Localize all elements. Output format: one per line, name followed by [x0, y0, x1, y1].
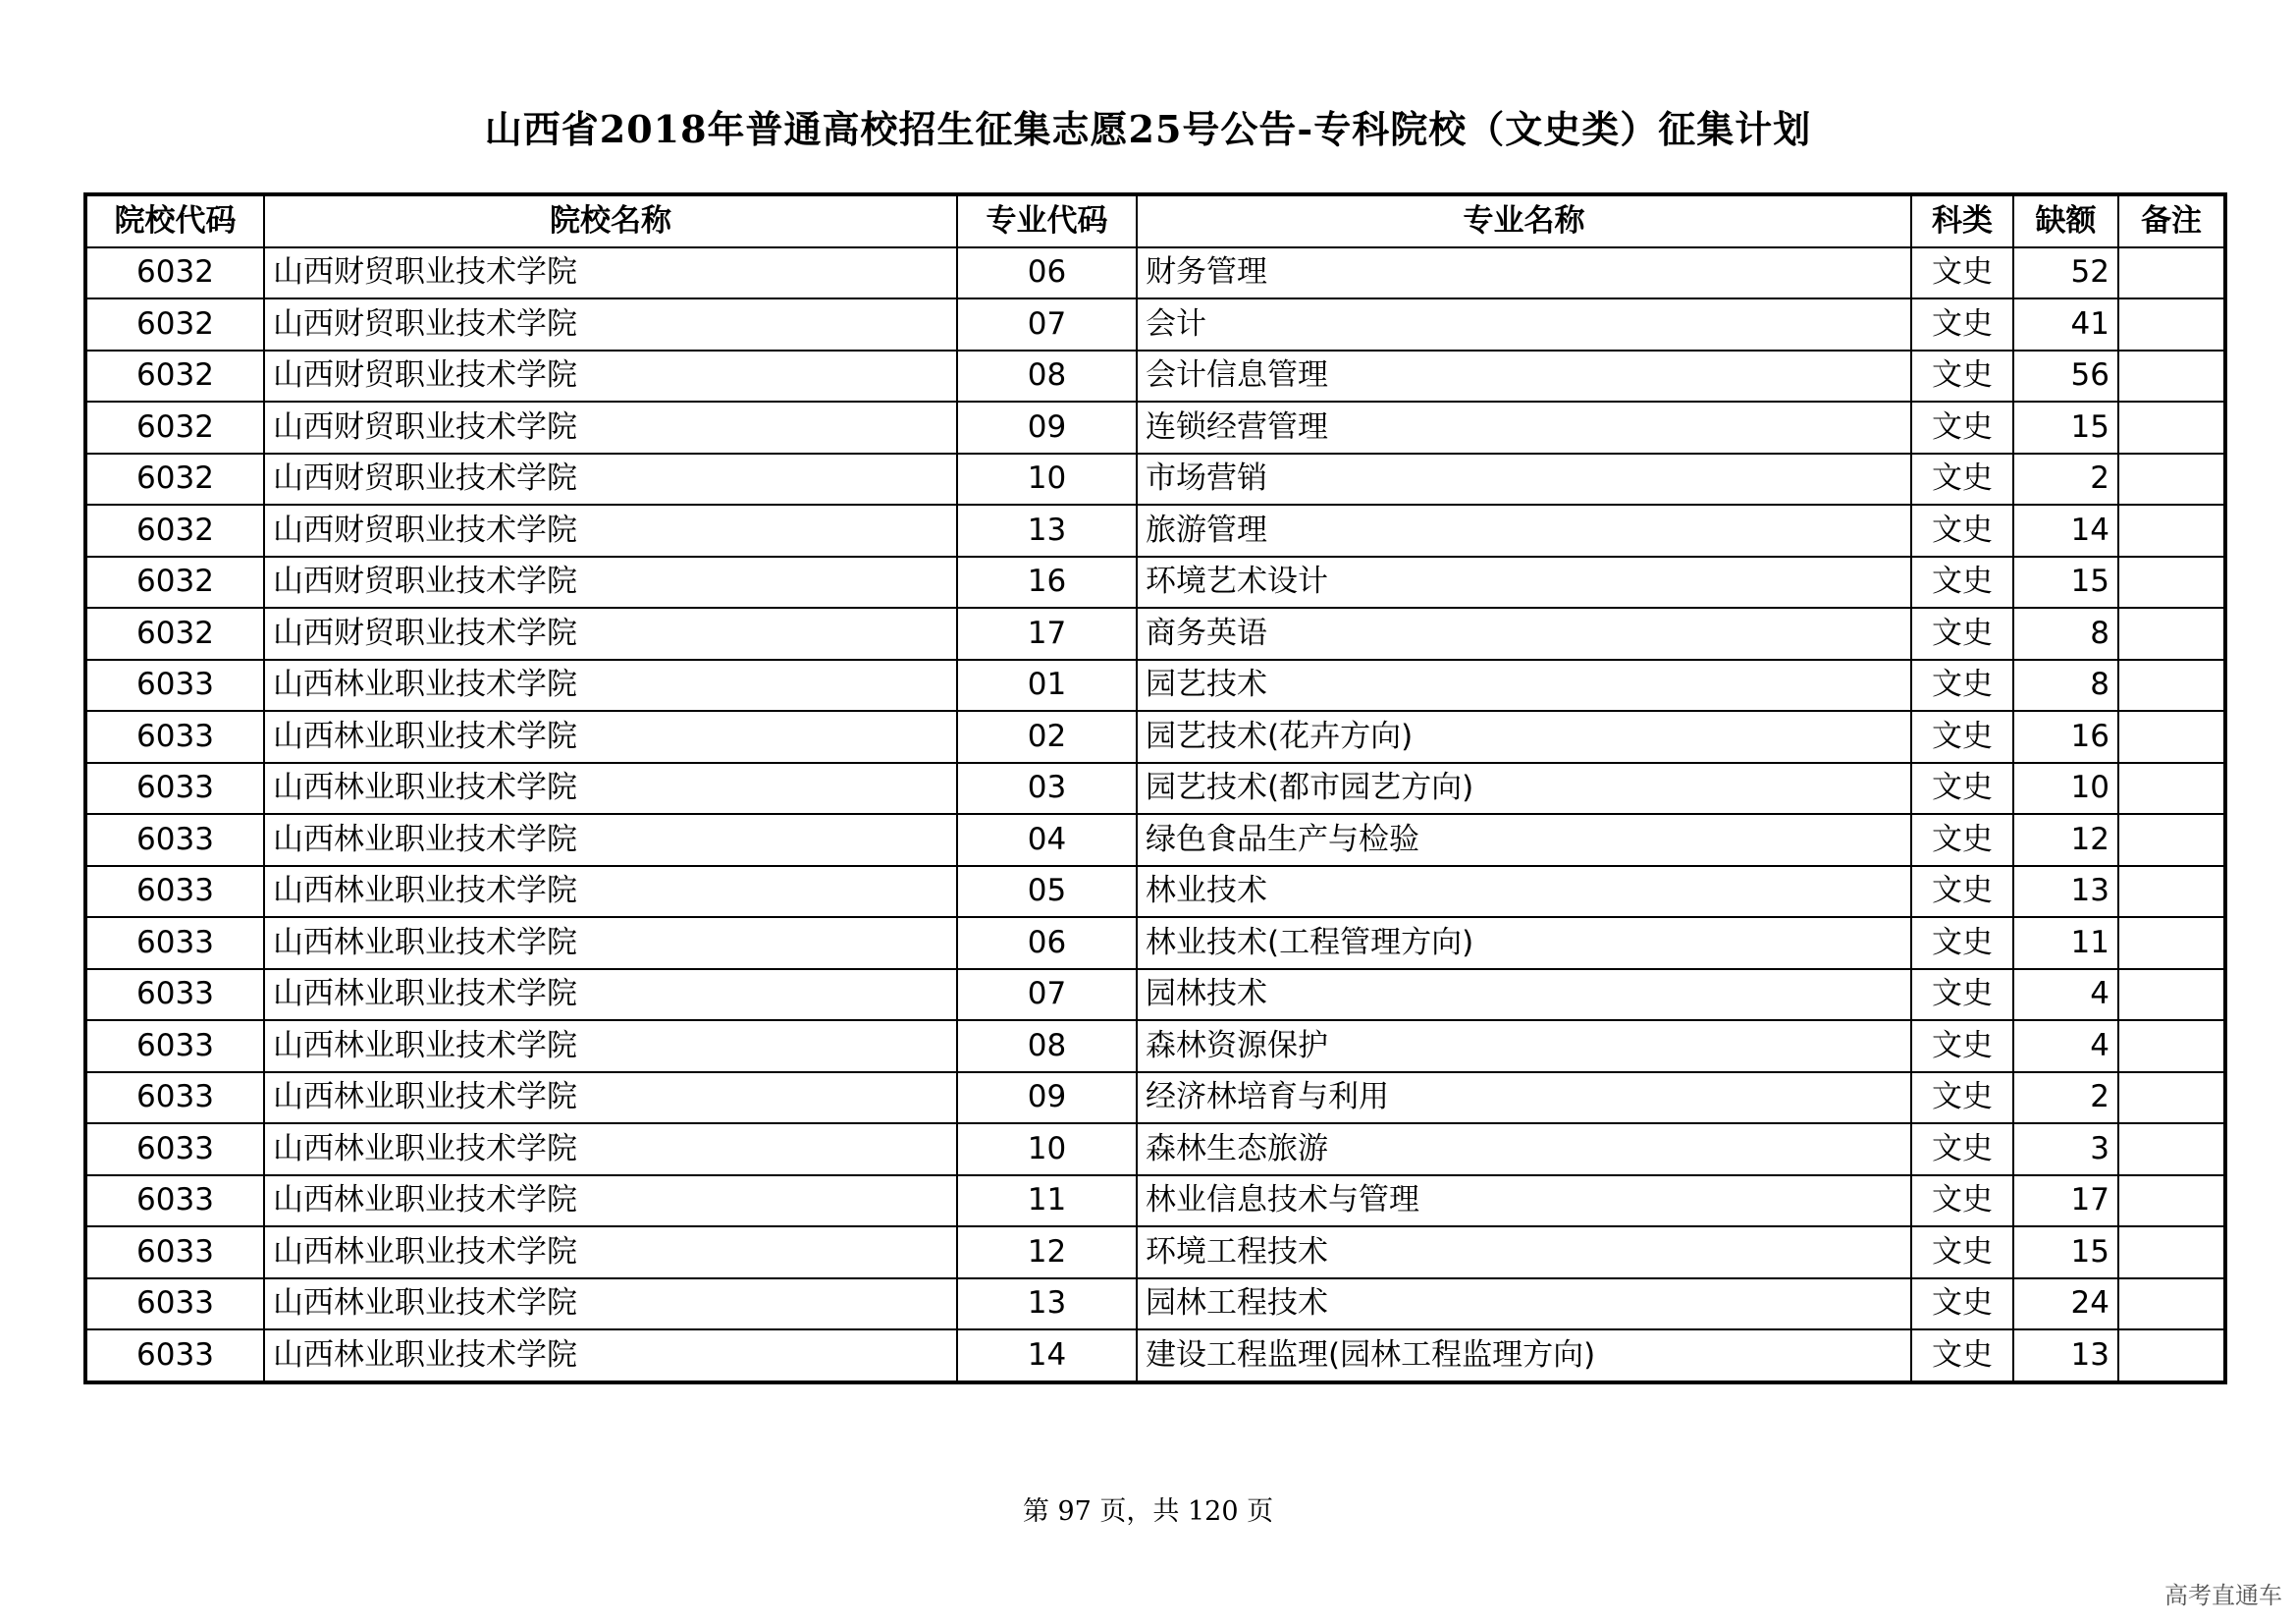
major-name-cell: 园艺技术(花卉方向) [1137, 711, 1911, 763]
remarks-cell [2118, 608, 2225, 660]
school-code-cell: 6033 [85, 711, 264, 763]
school-code-cell: 6033 [85, 969, 264, 1021]
major-code-cell: 14 [957, 1329, 1137, 1382]
school-name-cell: 山西林业职业技术学院 [264, 1123, 957, 1175]
remarks-cell [2118, 969, 2225, 1021]
category-cell: 文史 [1911, 660, 2013, 712]
remarks-cell [2118, 814, 2225, 866]
major-code-cell: 16 [957, 557, 1137, 609]
major-name-cell: 连锁经营管理 [1137, 402, 1911, 454]
remarks-cell [2118, 247, 2225, 299]
category-cell: 文史 [1911, 711, 2013, 763]
table-row [85, 1329, 2225, 1382]
table-row [85, 1226, 2225, 1278]
vacancy-cell: 10 [2013, 763, 2118, 815]
major-code-cell: 08 [957, 351, 1137, 403]
major-name-cell: 会计信息管理 [1137, 351, 1911, 403]
vacancy-cell: 2 [2013, 1072, 2118, 1124]
major-name-cell: 林业信息技术与管理 [1137, 1175, 1911, 1227]
vacancy-cell: 17 [2013, 1175, 2118, 1227]
major-code-cell: 06 [957, 917, 1137, 969]
vacancy-cell: 13 [2013, 1329, 2118, 1382]
table-body [85, 247, 2225, 1382]
vacancy-cell: 14 [2013, 505, 2118, 557]
table-row [85, 917, 2225, 969]
column-header-major-name: 专业名称 [1137, 194, 1911, 247]
category-cell: 文史 [1911, 969, 2013, 1021]
category-cell: 文史 [1911, 1175, 2013, 1227]
school-code-cell: 6032 [85, 247, 264, 299]
school-name-cell: 山西林业职业技术学院 [264, 1020, 957, 1072]
major-name-cell: 园艺技术 [1137, 660, 1911, 712]
column-header-remarks: 备注 [2118, 194, 2225, 247]
school-name-cell: 山西财贸职业技术学院 [264, 298, 957, 351]
category-cell: 文史 [1911, 247, 2013, 299]
vacancy-cell: 41 [2013, 298, 2118, 351]
vacancy-cell: 15 [2013, 557, 2118, 609]
major-name-cell: 园林技术 [1137, 969, 1911, 1021]
school-name-cell: 山西林业职业技术学院 [264, 1278, 957, 1330]
remarks-cell [2118, 1123, 2225, 1175]
table-row [85, 1072, 2225, 1124]
major-name-cell: 环境工程技术 [1137, 1226, 1911, 1278]
school-code-cell: 6033 [85, 1020, 264, 1072]
remarks-cell [2118, 1226, 2225, 1278]
major-name-cell: 商务英语 [1137, 608, 1911, 660]
school-name-cell: 山西财贸职业技术学院 [264, 557, 957, 609]
vacancy-cell: 8 [2013, 660, 2118, 712]
table-row [85, 1123, 2225, 1175]
table-row [85, 763, 2225, 815]
category-cell: 文史 [1911, 1123, 2013, 1175]
table-row [85, 1020, 2225, 1072]
school-code-cell: 6033 [85, 917, 264, 969]
school-code-cell: 6033 [85, 866, 264, 918]
school-name-cell: 山西财贸职业技术学院 [264, 505, 957, 557]
major-code-cell: 09 [957, 402, 1137, 454]
table-row [85, 1175, 2225, 1227]
major-code-cell: 09 [957, 1072, 1137, 1124]
category-cell: 文史 [1911, 1226, 2013, 1278]
category-cell: 文史 [1911, 917, 2013, 969]
column-header-major-code: 专业代码 [957, 194, 1137, 247]
school-name-cell: 山西林业职业技术学院 [264, 917, 957, 969]
major-code-cell: 10 [957, 1123, 1137, 1175]
major-name-cell: 林业技术(工程管理方向) [1137, 917, 1911, 969]
vacancy-cell: 3 [2013, 1123, 2118, 1175]
table-row [85, 298, 2225, 351]
school-code-cell: 6032 [85, 351, 264, 403]
category-cell: 文史 [1911, 454, 2013, 506]
column-header-school-name: 院校名称 [264, 194, 957, 247]
category-cell: 文史 [1911, 866, 2013, 918]
remarks-cell [2118, 1020, 2225, 1072]
major-name-cell: 建设工程监理(园林工程监理方向) [1137, 1329, 1911, 1382]
category-cell: 文史 [1911, 608, 2013, 660]
column-header-vacancy: 缺额 [2013, 194, 2118, 247]
remarks-cell [2118, 402, 2225, 454]
vacancy-cell: 11 [2013, 917, 2118, 969]
table-row [85, 402, 2225, 454]
vacancy-cell: 12 [2013, 814, 2118, 866]
remarks-cell [2118, 505, 2225, 557]
remarks-cell [2118, 557, 2225, 609]
major-code-cell: 12 [957, 1226, 1137, 1278]
major-code-cell: 10 [957, 454, 1137, 506]
school-code-cell: 6033 [85, 1123, 264, 1175]
table-row [85, 247, 2225, 299]
table-row [85, 814, 2225, 866]
school-name-cell: 山西林业职业技术学院 [264, 763, 957, 815]
major-code-cell: 07 [957, 969, 1137, 1021]
school-code-cell: 6032 [85, 298, 264, 351]
table-row [85, 1278, 2225, 1330]
category-cell: 文史 [1911, 763, 2013, 815]
table-header-row [85, 194, 2225, 247]
vacancy-cell: 15 [2013, 1226, 2118, 1278]
school-name-cell: 山西林业职业技术学院 [264, 866, 957, 918]
major-code-cell: 01 [957, 660, 1137, 712]
remarks-cell [2118, 917, 2225, 969]
watermark-text: 高考直通车 [2164, 1582, 2282, 1609]
page-title: 山西省2018年普通高校招生征集志愿25号公告-专科院校（文史类）征集计划 [484, 107, 1812, 151]
school-name-cell: 山西林业职业技术学院 [264, 711, 957, 763]
school-code-cell: 6033 [85, 763, 264, 815]
school-name-cell: 山西林业职业技术学院 [264, 969, 957, 1021]
remarks-cell [2118, 454, 2225, 506]
table-row [85, 454, 2225, 506]
school-code-cell: 6033 [85, 660, 264, 712]
major-code-cell: 11 [957, 1175, 1137, 1227]
vacancy-cell: 52 [2013, 247, 2118, 299]
major-code-cell: 17 [957, 608, 1137, 660]
school-name-cell: 山西林业职业技术学院 [264, 660, 957, 712]
column-header-category: 科类 [1911, 194, 2013, 247]
major-code-cell: 04 [957, 814, 1137, 866]
school-code-cell: 6032 [85, 505, 264, 557]
table-row [85, 969, 2225, 1021]
major-name-cell: 森林生态旅游 [1137, 1123, 1911, 1175]
category-cell: 文史 [1911, 298, 2013, 351]
major-code-cell: 13 [957, 1278, 1137, 1330]
table-row [85, 351, 2225, 403]
school-name-cell: 山西林业职业技术学院 [264, 1329, 957, 1382]
table-row [85, 866, 2225, 918]
vacancy-cell: 24 [2013, 1278, 2118, 1330]
remarks-cell [2118, 866, 2225, 918]
school-name-cell: 山西财贸职业技术学院 [264, 454, 957, 506]
major-code-cell: 05 [957, 866, 1137, 918]
major-code-cell: 02 [957, 711, 1137, 763]
remarks-cell [2118, 351, 2225, 403]
remarks-cell [2118, 711, 2225, 763]
vacancy-cell: 2 [2013, 454, 2118, 506]
table-row [85, 557, 2225, 609]
major-code-cell: 06 [957, 247, 1137, 299]
major-name-cell: 森林资源保护 [1137, 1020, 1911, 1072]
major-name-cell: 市场营销 [1137, 454, 1911, 506]
table-row [85, 660, 2225, 712]
school-code-cell: 6033 [85, 1329, 264, 1382]
major-code-cell: 08 [957, 1020, 1137, 1072]
school-code-cell: 6032 [85, 557, 264, 609]
school-name-cell: 山西财贸职业技术学院 [264, 608, 957, 660]
vacancy-cell: 4 [2013, 1020, 2118, 1072]
category-cell: 文史 [1911, 1020, 2013, 1072]
enrollment-plan-table [83, 192, 2227, 1384]
school-name-cell: 山西林业职业技术学院 [264, 1226, 957, 1278]
school-name-cell: 山西财贸职业技术学院 [264, 351, 957, 403]
major-code-cell: 13 [957, 505, 1137, 557]
major-code-cell: 03 [957, 763, 1137, 815]
school-code-cell: 6032 [85, 402, 264, 454]
column-header-school-code: 院校代码 [85, 194, 264, 247]
vacancy-cell: 16 [2013, 711, 2118, 763]
major-name-cell: 会计 [1137, 298, 1911, 351]
table-row [85, 608, 2225, 660]
table-row [85, 505, 2225, 557]
category-cell: 文史 [1911, 1278, 2013, 1330]
category-cell: 文史 [1911, 557, 2013, 609]
major-code-cell: 07 [957, 298, 1137, 351]
remarks-cell [2118, 1329, 2225, 1382]
vacancy-cell: 13 [2013, 866, 2118, 918]
major-name-cell: 财务管理 [1137, 247, 1911, 299]
school-code-cell: 6033 [85, 1226, 264, 1278]
school-code-cell: 6032 [85, 608, 264, 660]
remarks-cell [2118, 763, 2225, 815]
school-name-cell: 山西林业职业技术学院 [264, 1072, 957, 1124]
remarks-cell [2118, 1072, 2225, 1124]
remarks-cell [2118, 298, 2225, 351]
school-name-cell: 山西林业职业技术学院 [264, 1175, 957, 1227]
major-name-cell: 环境艺术设计 [1137, 557, 1911, 609]
major-name-cell: 园艺技术(都市园艺方向) [1137, 763, 1911, 815]
category-cell: 文史 [1911, 1329, 2013, 1382]
major-name-cell: 旅游管理 [1137, 505, 1911, 557]
major-name-cell: 经济林培育与利用 [1137, 1072, 1911, 1124]
school-name-cell: 山西财贸职业技术学院 [264, 247, 957, 299]
school-code-cell: 6033 [85, 1278, 264, 1330]
vacancy-cell: 4 [2013, 969, 2118, 1021]
school-name-cell: 山西林业职业技术学院 [264, 814, 957, 866]
school-name-cell: 山西财贸职业技术学院 [264, 402, 957, 454]
major-name-cell: 绿色食品生产与检验 [1137, 814, 1911, 866]
school-code-cell: 6032 [85, 454, 264, 506]
category-cell: 文史 [1911, 402, 2013, 454]
school-code-cell: 6033 [85, 1072, 264, 1124]
category-cell: 文史 [1911, 351, 2013, 403]
vacancy-cell: 8 [2013, 608, 2118, 660]
remarks-cell [2118, 1278, 2225, 1330]
category-cell: 文史 [1911, 814, 2013, 866]
page-number-footer: 第 97 页，共 120 页 [1022, 1496, 1274, 1527]
remarks-cell [2118, 660, 2225, 712]
vacancy-cell: 56 [2013, 351, 2118, 403]
school-code-cell: 6033 [85, 1175, 264, 1227]
major-name-cell: 林业技术 [1137, 866, 1911, 918]
major-name-cell: 园林工程技术 [1137, 1278, 1911, 1330]
table-row [85, 711, 2225, 763]
vacancy-cell: 15 [2013, 402, 2118, 454]
category-cell: 文史 [1911, 1072, 2013, 1124]
remarks-cell [2118, 1175, 2225, 1227]
category-cell: 文史 [1911, 505, 2013, 557]
school-code-cell: 6033 [85, 814, 264, 866]
